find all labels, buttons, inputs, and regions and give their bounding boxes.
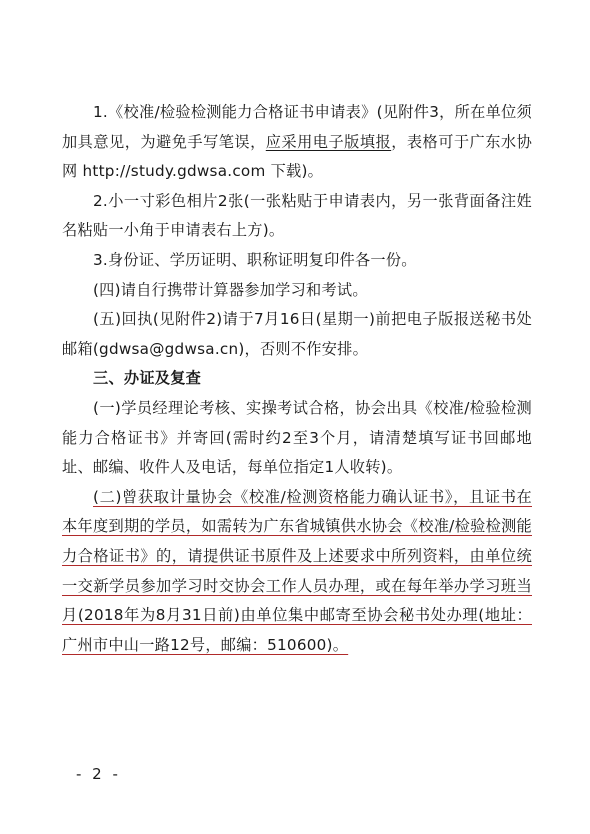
section-paragraph-1: (一)学员经理论考核、实操考试合格，协会出具《校准/检验检测能力合格证书》并寄回(需时约2至3个月，请清楚填写证书回邮地址、邮编、收件人及电话，每单位指定1人收转)。 (62, 398, 532, 477)
list-item-5: (五)回执(见附件2)请于7月16日(星期一)前把电子版报送秘书处邮箱(gdwsa@gdwsa.cn)，否则不作安排。 (62, 310, 532, 358)
list-item-3: 3.身份证、学历证明、职称证明复印件各一份。 (93, 250, 417, 269)
section-heading: 三、办证及复查 (93, 369, 202, 388)
document-body (62, 98, 532, 660)
page-number: - 2 - (76, 765, 121, 783)
item-1-underlined-text: 应采用电子版填报 (265, 132, 392, 151)
item-1-text: 1.《校准/检验检测能力合格证书申请表》(见附件3，所在单位须加具意见，为避免手写笔误， (62, 103, 532, 151)
section-paragraph-2: (二)曾获取计量协会《校准/检测资格能力确认证书》，且证书在本年度到期的学员，如需转为广东省城镇供水协会《校准/检验检测能力合格证书》的，请提供证书原件及上述要求中所列资料，由单位统一交新学员参加学习时交协会工作人员办理，或在每年举办学习班当月(2018年为8月31日前)由单位集中邮寄至协会秘书处办理(地址：广州市中山一路12号，邮编：510600)。 (62, 487, 532, 654)
list-item-4: (四)请自行携带计算器参加学习和考试。 (93, 280, 368, 299)
list-item-1 (62, 98, 532, 187)
list-item-2: 2.小一寸彩色相片2张(一张粘贴于申请表内，另一张背面备注姓名粘贴一小角于申请表右上方)。 (62, 191, 532, 240)
item-1-text-continued: ，表格可于广东水协网 http://study.gdwsa.com 下载)。 (62, 132, 533, 181)
